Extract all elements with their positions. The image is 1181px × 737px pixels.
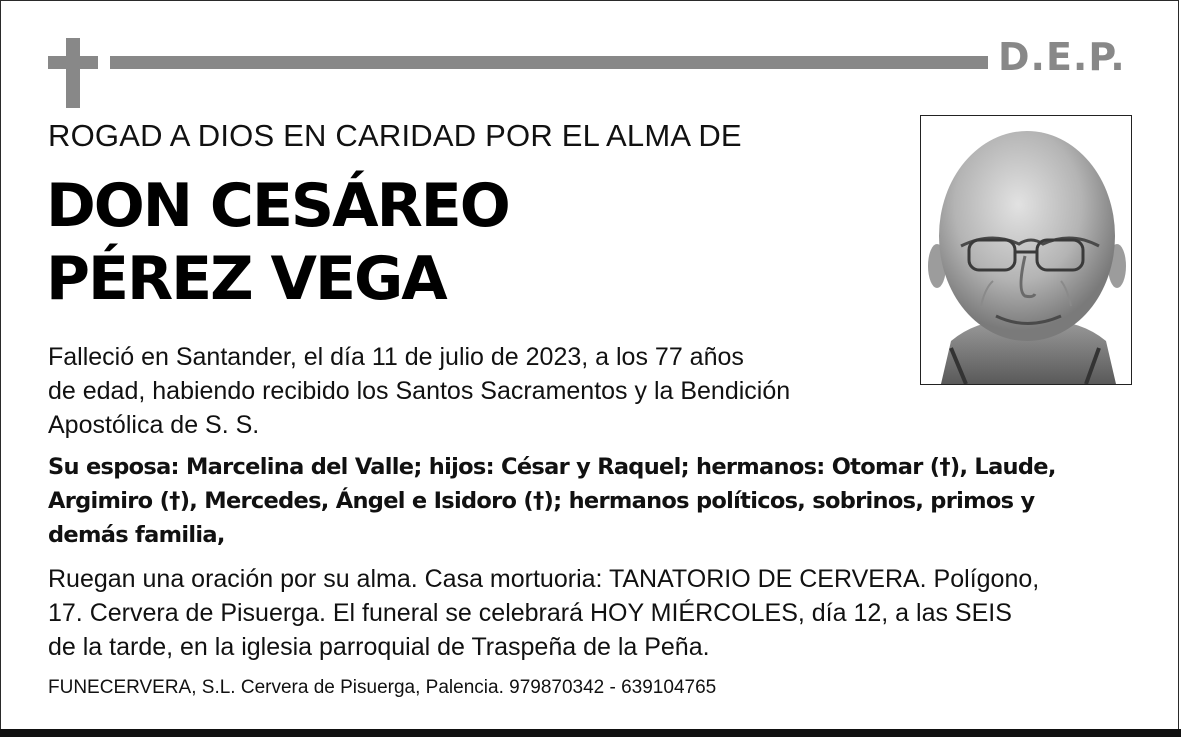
service-line: 17. Cervera de Pisuerga. El funeral se celebrará HOY MIÉRCOLES, día 12, a las SEIS	[48, 599, 1012, 627]
service-line: de la tarde, en la iglesia parroquial de Traspeña de la Peña.	[48, 633, 710, 661]
service-line: Ruegan una oración por su alma. Casa mortuoria: TANATORIO DE CERVERA. Polígono,	[48, 565, 1040, 593]
family-line: demás familia,	[48, 522, 225, 548]
death-notice-line: Apostólica de S. S.	[48, 411, 260, 439]
deceased-name	[46, 170, 509, 316]
header-rule	[110, 56, 988, 69]
funeral-home-footer	[48, 675, 1048, 701]
death-notice-line: Falleció en Santander, el día 11 de julio de 2023, a los 77 años	[48, 343, 744, 371]
bottom-border	[0, 729, 1181, 737]
name-line-1: DON CESÁREO	[46, 171, 509, 241]
footer-text: FUNECERVERA, S.L. Cervera de Pisuerga, Palencia. 979870342 - 639104765	[48, 677, 717, 698]
name-line-2: PÉREZ VEGA	[46, 244, 446, 314]
family-line: Argimiro (†), Mercedes, Ángel e Isidoro (†); hermanos políticos, sobrinos, primos y	[48, 488, 1035, 514]
dep-label: D.E.P.	[998, 35, 1126, 79]
family-paragraph	[48, 450, 1056, 552]
death-notice-paragraph	[48, 340, 1048, 442]
death-notice-line: de edad, habiendo recibido los Santos Sacramentos y la Bendición	[48, 377, 791, 405]
family-line: Su esposa: Marcelina del Valle; hijos: César y Raquel; hermanos: Otomar (†), Laude,	[48, 454, 1056, 480]
intro-text: ROGAD A DIOS EN CARIDAD POR EL ALMA DE	[48, 118, 742, 153]
service-paragraph	[48, 562, 1048, 664]
